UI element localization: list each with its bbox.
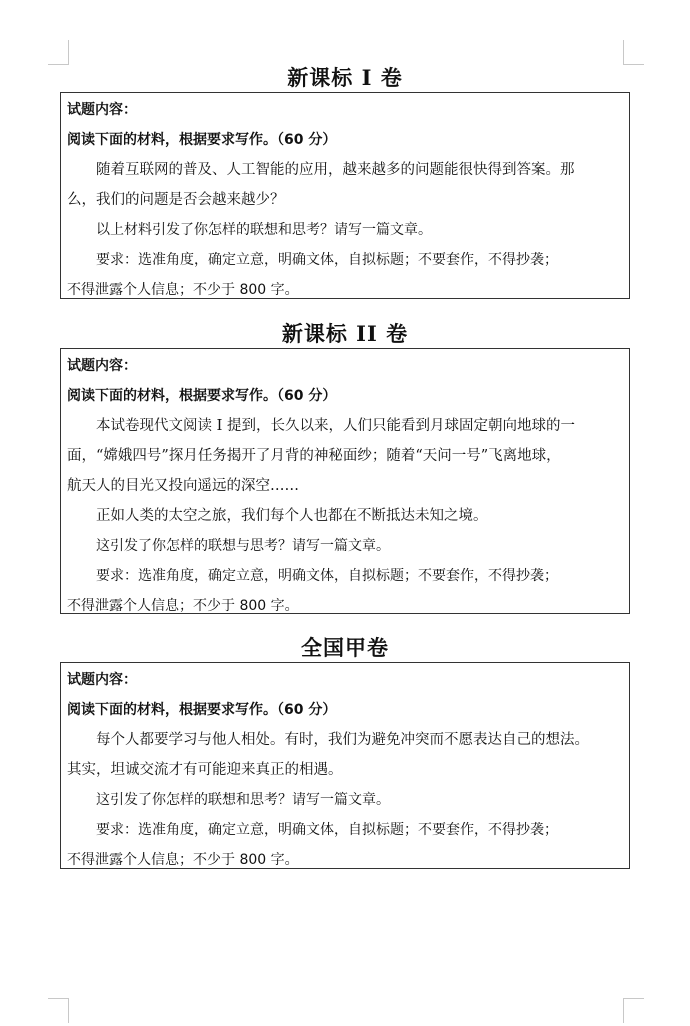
- page-corner-mark-top-left: [48, 40, 69, 65]
- question-box-2: [60, 348, 630, 614]
- requirement-line: 不得泄露个人信息；不少于 800 字。: [67, 598, 299, 614]
- section-title-1: 新课标 I 卷: [287, 65, 403, 90]
- question-label: 试题内容：: [67, 102, 137, 118]
- question-box-3: [60, 662, 630, 869]
- task-line: 这引发了你怎样的联想与思考？请写一篇文章。: [96, 538, 390, 554]
- question-prompt: 阅读下面的材料，根据要求写作。（60 分）: [67, 132, 337, 148]
- requirement-line: 不得泄露个人信息；不少于 800 字。: [67, 282, 299, 298]
- material-line: 航天人的目光又投向遥远的深空……: [67, 478, 299, 494]
- page-corner-mark-bottom-left: [48, 998, 69, 1023]
- material-line: 其实，坦诚交流才有可能迎来真正的相遇。: [67, 762, 343, 778]
- page-corner-mark-top-right: [623, 40, 644, 65]
- material-line: 随着互联网的普及、人工智能的应用，越来越多的问题能很快得到答案。那: [96, 162, 575, 178]
- requirement-line: 要求：选准角度，确定立意，明确文体，自拟标题；不要套作，不得抄袭；: [96, 822, 558, 838]
- material-line: 面，“嫦娥四号”探月任务揭开了月背的神秘面纱；随着“天问一号”飞离地球，: [67, 448, 561, 464]
- question-box-1: [60, 92, 630, 299]
- material-line: 正如人类的太空之旅，我们每个人也都在不断抵达未知之境。: [96, 508, 488, 524]
- material-line: 本试卷现代文阅读 I 提到，长久以来，人们只能看到月球固定朝向地球的一: [96, 418, 575, 434]
- question-prompt: 阅读下面的材料，根据要求写作。（60 分）: [67, 388, 337, 404]
- question-label: 试题内容：: [67, 358, 137, 374]
- question-prompt: 阅读下面的材料，根据要求写作。（60 分）: [67, 702, 337, 718]
- section-title-3: 全国甲卷: [301, 635, 389, 660]
- page-corner-mark-bottom-right: [623, 998, 644, 1023]
- task-line: 这引发了你怎样的联想和思考？请写一篇文章。: [96, 792, 390, 808]
- requirement-line: 要求：选准角度，确定立意，明确文体，自拟标题；不要套作，不得抄袭；: [96, 252, 558, 268]
- section-title-2: 新课标 II 卷: [281, 321, 409, 346]
- material-line: 么，我们的问题是否会越来越少？: [67, 192, 285, 208]
- task-line: 以上材料引发了你怎样的联想和思考？请写一篇文章。: [96, 222, 432, 238]
- question-label: 试题内容：: [67, 672, 137, 688]
- requirement-line: 不得泄露个人信息；不少于 800 字。: [67, 852, 299, 868]
- requirement-line: 要求：选准角度，确定立意，明确文体，自拟标题；不要套作，不得抄袭；: [96, 568, 558, 584]
- material-line: 每个人都要学习与他人相处。有时，我们为避免冲突而不愿表达自己的想法。: [96, 732, 589, 748]
